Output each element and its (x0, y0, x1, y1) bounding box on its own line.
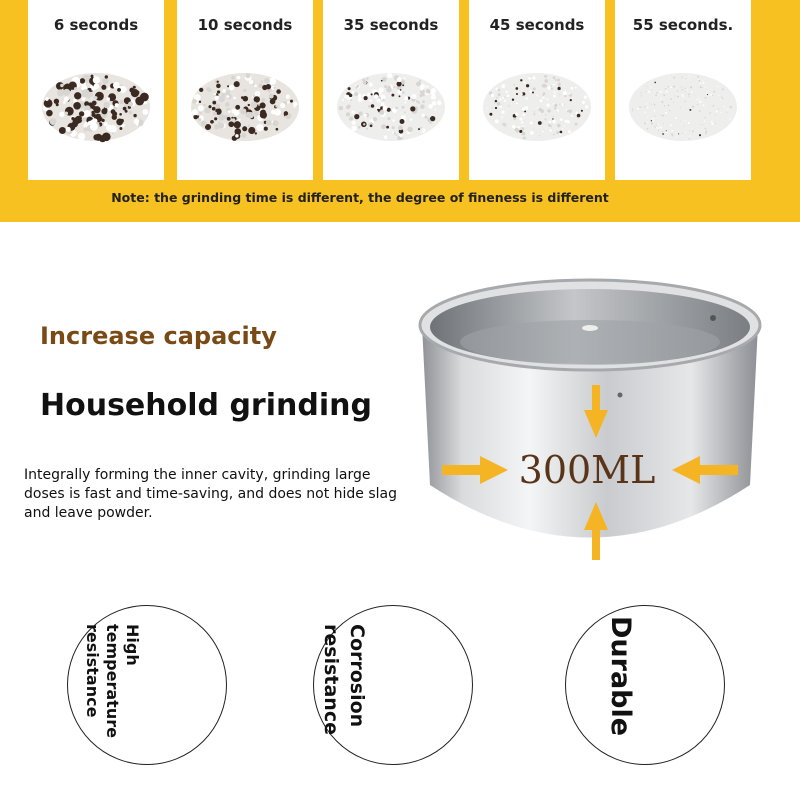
ground-sample-image (187, 55, 303, 150)
page-title: Household grinding (40, 388, 372, 423)
arrow-down-icon (584, 385, 608, 438)
sample-card-3 (323, 0, 459, 180)
sample-card-1 (28, 0, 164, 180)
capacity-arrows (400, 270, 780, 580)
ground-sample-image (625, 55, 741, 150)
feature-circle-2 (313, 605, 473, 765)
sample-card-4 (469, 0, 605, 180)
sample-label: 45 seconds (489, 16, 585, 34)
sample-banner (0, 0, 800, 222)
feature-circle-3 (565, 605, 725, 765)
ground-sample-image (38, 55, 154, 150)
description-text: Integrally forming the inner cavity, grinding large doses is fast and time-saving, and does not hide slag and leave powder. (24, 467, 397, 521)
arrow-right-icon (442, 456, 508, 484)
sample-label: 6 seconds (53, 16, 139, 34)
sample-card-2 (177, 0, 313, 180)
volume-label: 300ML (518, 448, 656, 492)
feature-circle-1 (67, 605, 227, 765)
arrow-up-icon (584, 502, 608, 560)
feature-label: High temperature resistance (83, 624, 142, 738)
capacity-heading: Increase capacity (40, 322, 277, 350)
feature-label: Corrosion resistance (320, 624, 368, 735)
fineness-note: Note: the grinding time is different, the degree of fineness is different (111, 190, 609, 205)
arrow-left-icon (672, 456, 738, 484)
ground-sample-image (479, 55, 595, 150)
ground-sample-image (333, 55, 449, 150)
sample-label: 10 seconds (197, 16, 293, 34)
sample-label: 55 seconds. (632, 16, 734, 34)
sample-label: 35 seconds (343, 16, 439, 34)
feature-label: Durable (605, 616, 636, 737)
sample-card-5 (615, 0, 751, 180)
